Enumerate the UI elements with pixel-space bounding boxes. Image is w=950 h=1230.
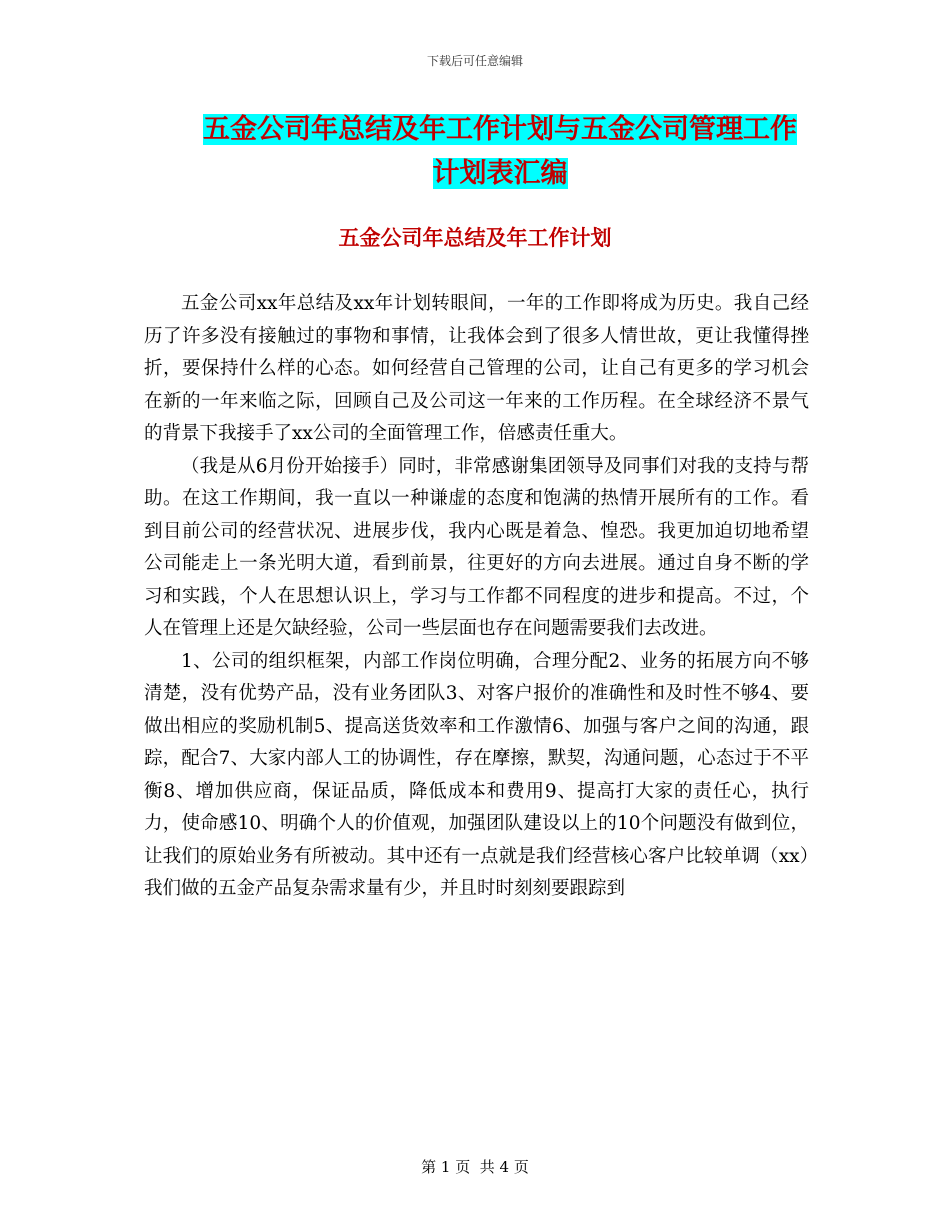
footer-prefix: 第 xyxy=(421,1158,437,1176)
paragraph: （我是从6月份开始接手）同时，非常感谢集团领导及同事们对我的支持与帮助。在这工作期间，我一直以一种谦虚的态度和饱满的热情开展所有的工作。看到目前公司的经营状况、进展步伐，我内心既是着急、惶恐。我更加迫切地希望公司能走上一条光明大道，看到前景，往更好的方向去进展。通过自身不断的学习和实践，个人在思想认识上，学习与工作都不同程度的进步和提高。不过，个人在管理上还是欠缺经验，公司一些层面也存在问题需要我们去改进。 xyxy=(144,455,809,639)
header-note: 下载后可任意编辑 xyxy=(426,54,523,68)
document-title-text: 五金公司年总结及年工作计划与五金公司管理工作计划表汇编 xyxy=(203,114,797,189)
page-footer xyxy=(0,1156,950,1177)
paragraph: 五金公司xx年总结及xx年计划转眼间，一年的工作即将成为历史。我自己经历了许多没有接触过的事物和事情，让我体会到了很多人情世故，更让我懂得挫折，要保持什么样的心态。如何经营自己管理的公司，让自己有更多的学习机会在新的一年来临之际，回顾自己及公司这一年来的工作历程。在全球经济不景气的背景下我接手了xx公司的全面管理工作，倍感责任重大。 xyxy=(144,293,809,444)
footer-page-number: 1 xyxy=(440,1158,451,1176)
body-text xyxy=(144,288,809,906)
document-title xyxy=(190,108,810,196)
footer-suffix: 页 xyxy=(513,1158,529,1176)
paragraph: 1、公司的组织框架，内部工作岗位明确，合理分配2、业务的拓展方向不够清楚，没有优势产品，没有业务团队3、对客户报价的准确性和及时性不够4、要做出相应的奖励机制5、提高送货效率和工作激情6、加强与客户之间的沟通，跟踪，配合7、大家内部人工的协调性，存在摩擦，默契，沟通问题，心态过于不平衡8、增加供应商，保证品质，降低成本和费用9、提高打大家的责任心，执行力，使命感10、明确个人的价值观，加强团队建设以上的10个问题没有做到位，让我们的原始业务有所被动。其中还有一点就是我们经营核心客户比较单调（xx）我们做的五金产品复杂需求量有少，并且时时刻刻要跟踪到 xyxy=(144,650,809,899)
footer-middle: 页 共 xyxy=(455,1158,495,1176)
footer-total-pages: 4 xyxy=(499,1158,510,1176)
section-title: 五金公司年总结及年工作计划 xyxy=(338,226,612,250)
